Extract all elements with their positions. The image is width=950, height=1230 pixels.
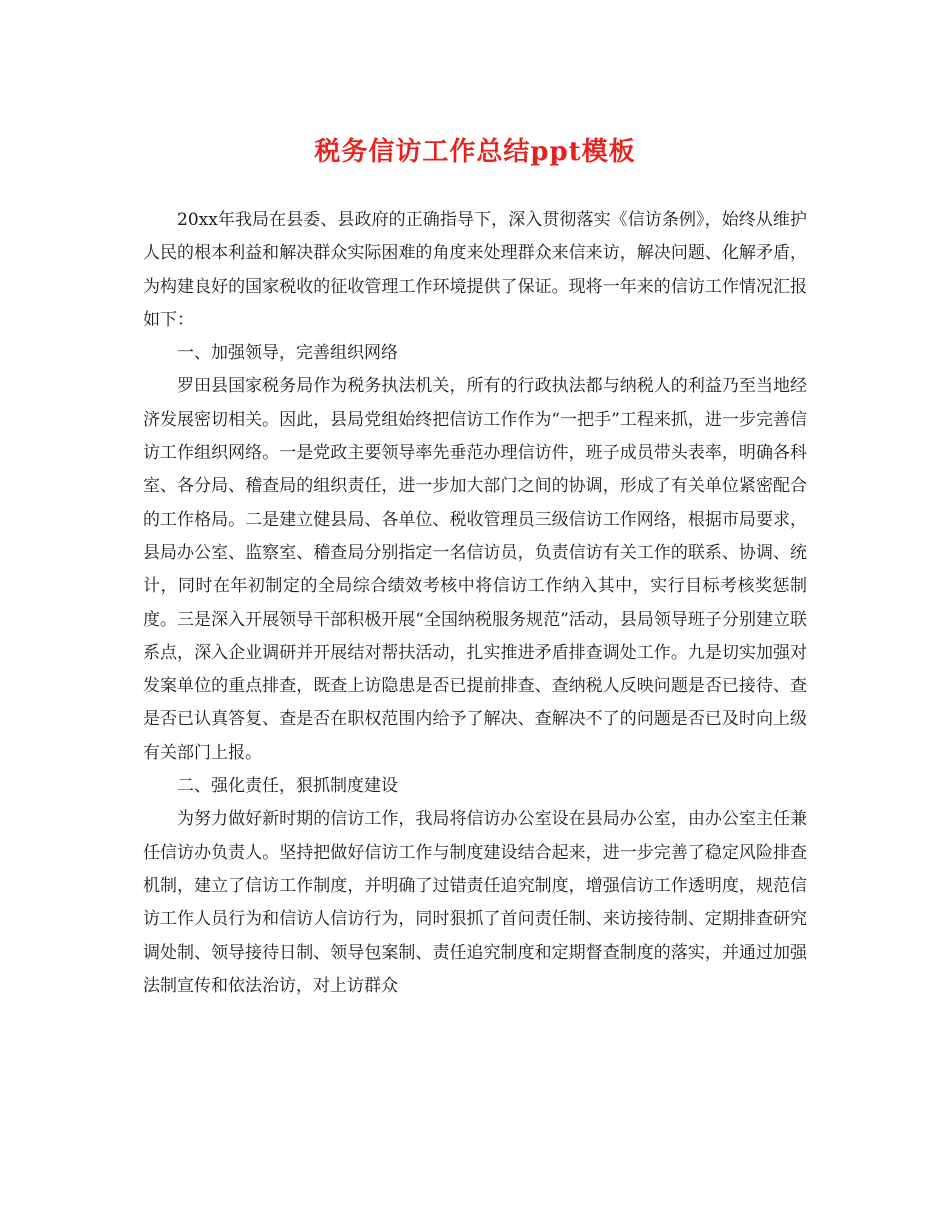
intro-paragraph: 20xx年我局在县委、县政府的正确指导下，深入贯彻落实《信访条例》，始终从维护人民的根本利益和解决群众实际困难的角度来处理群众来信来访，解决问题、化解矛盾，为构建良好的国家税收的征收管理工作环境提供了保证。现将一年来的信访工作情况汇报如下： [143,210,807,330]
section-heading-1: 一、加强领导，完善组织网络 [177,343,398,364]
document-body [143,204,807,1003]
document-title: 税务信访工作总结ppt模板 [314,137,636,167]
section-2-paragraph: 为努力做好新时期的信访工作，我局将信访办公室设在县局办公室，由办公室主任兼任信访办负责人。坚持把做好信访工作与制度建设结合起来，进一步完善了稳定风险排查机制，建立了信访工作制度，并明确了过错责任追究制度，增强信访工作透明度，规范信访工作人员行为和信访人信访行为，同时狠抓了首问责任制、来访接待制、定期排查研究调处制、领导接待日制、领导包案制、责任追究制度和定期督查制度的落实，并通过加强法制宣传和依法治访，对上访群众 [143,809,807,996]
section-heading-2: 二、强化责任，狠抓制度建设 [177,776,398,797]
section-1-paragraph: 罗田县国家税务局作为税务执法机关，所有的行政执法都与纳税人的利益乃至当地经济发展密切相关。因此，县局党组始终把信访工作作为“一把手”工程来抓，进一步完善信访工作组织网络。一是党政主要领导率先垂范办理信访件，班子成员带头表率，明确各科室、各分局、稽查局的组织责任，进一步加大部门之间的协调，形成了有关单位紧密配合的工作格局。二是建立健县局、各单位、税收管理员三级信访工作网络，根据市局要求，县局办公室、监察室、稽查局分别指定一名信访员，负责信访有关工作的联系、协调、统计，同时在年初制定的全局综合绩效考核中将信访工作纳入其中，实行目标考核奖惩制度。三是深入开展领导干部积极开展“全国纳税服务规范”活动，县局领导班子分别建立联系点，深入企业调研并开展结对帮扶活动，扎实推进矛盾排查调处工作。九是切实加强对发案单位的重点排查，既查上访隐患是否已提前排查、查纳税人反映问题是否已接待、查是否已认真答复、查是否在职权范围内给予了解决、查解决不了的问题是否已及时向上级有关部门上报。 [143,376,807,763]
